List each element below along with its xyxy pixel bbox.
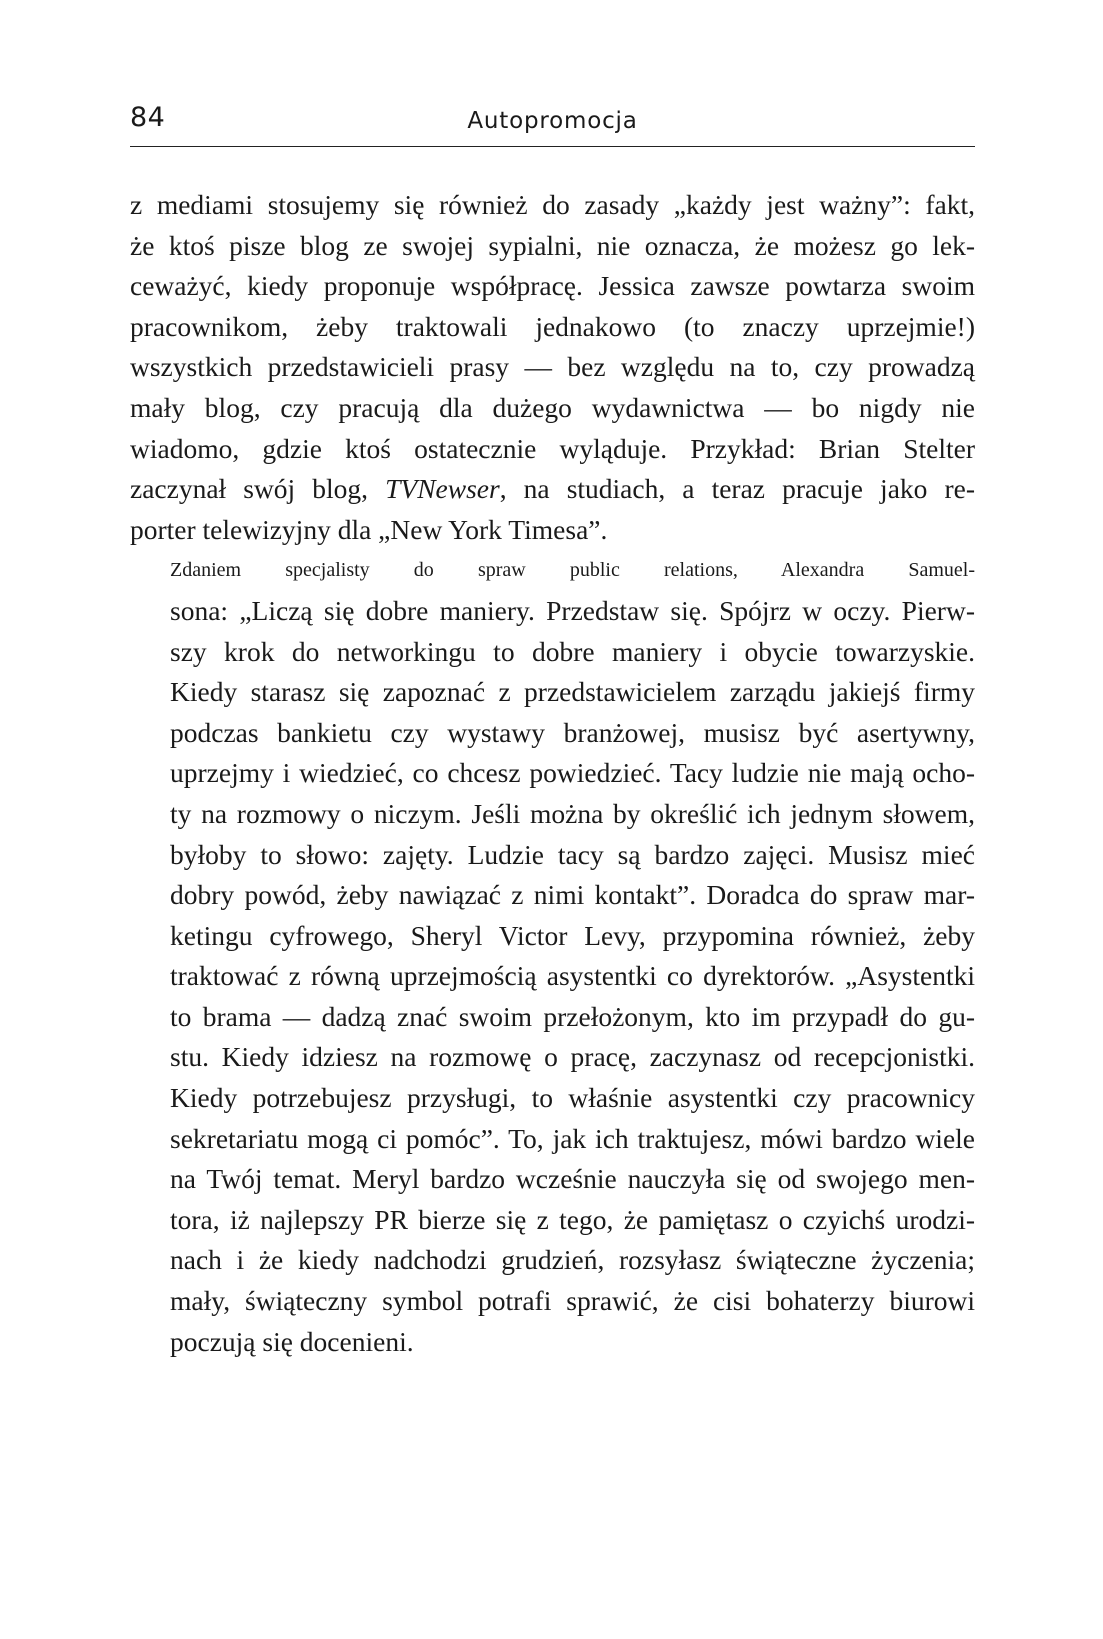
running-title: Autopromocja bbox=[467, 108, 638, 134]
text-line: sekretariatu mogą ci pomóc”. To, jak ich traktujesz, mówi bardzo wiele bbox=[170, 1122, 975, 1154]
text-segment: zaczynał swój blog, bbox=[130, 473, 386, 505]
text-line: pracownikom, żeby traktowali jednakowo (to znaczy uprzejmie!) bbox=[130, 310, 975, 342]
text-line: wiadomo, gdzie ktoś ostatecznie wyląduje. Przykład: Brian Stelter bbox=[130, 432, 975, 464]
text-line: stu. Kiedy idziesz na rozmowę o pracę, zaczynasz od recepcjonistki. bbox=[170, 1041, 975, 1073]
body-text bbox=[130, 185, 975, 1362]
text-line: Zdaniem specjalisty do spraw public relations, Alexandra Samuel- bbox=[170, 559, 975, 582]
text-line: ty na rozmowy o niczym. Jeśli można by określić ich jednym słowem, bbox=[170, 797, 975, 829]
text-line: mały blog, czy pracują dla dużego wydawnictwa — bo nigdy nie bbox=[130, 391, 975, 423]
running-head bbox=[130, 98, 975, 147]
text-line: że ktoś pisze blog ze swojej sypialni, nie oznacza, że możesz go lek- bbox=[130, 229, 975, 261]
paragraph-1 bbox=[130, 185, 975, 550]
text-segment: , na studiach, a teraz pracuje jako re- bbox=[499, 473, 975, 505]
text-line: traktować z równą uprzejmością asystentki co dyrektorów. „Asystentki bbox=[170, 960, 975, 992]
text-line: ketingu cyfrowego, Sheryl Victor Levy, przypomina również, żeby bbox=[170, 919, 975, 951]
paragraph-2 bbox=[130, 550, 975, 1362]
text-line: uprzejmy i wiedzieć, co chcesz powiedzieć. Tacy ludzie nie mają ocho- bbox=[170, 757, 975, 789]
page-number: 84 bbox=[130, 102, 166, 133]
text-line: wszystkich przedstawicieli prasy — bez względu na to, czy prowadzą bbox=[130, 351, 975, 383]
text-line: nach i że kiedy nadchodzi grudzień, rozsyłasz świąteczne życzenia; bbox=[170, 1244, 975, 1276]
text-line: porter telewizyjny dla „New York Timesa”. bbox=[130, 513, 608, 545]
text-line: Kiedy potrzebujesz przysługi, to właśnie asystentki czy pracownicy bbox=[170, 1082, 975, 1114]
text-line: dobry powód, żeby nawiązać z nimi kontakt”. Doradca do spraw mar- bbox=[170, 879, 975, 911]
text-line: poczują się docenieni. bbox=[170, 1325, 414, 1357]
text-line: byłoby to słowo: zajęty. Ludzie tacy są bardzo zajęci. Musisz mieć bbox=[170, 838, 975, 870]
text-line: tora, iż najlepszy PR bierze się z tego, że pamiętasz o czyichś urodzi- bbox=[170, 1203, 975, 1235]
text-line: sona: „Liczą się dobre maniery. Przedstaw się. Spójrz w oczy. Pierw- bbox=[170, 594, 975, 626]
text-line: mały, świąteczny symbol potrafi sprawić, że cisi bohaterzy biurowi bbox=[170, 1285, 975, 1317]
text-line: na Twój temat. Meryl bardzo wcześnie nauczyła się od swojego men- bbox=[170, 1163, 975, 1195]
text-line: Kiedy starasz się zapoznać z przedstawicielem zarządu jakiejś firmy bbox=[170, 676, 975, 708]
text-line: to brama — dadzą znać swoim przełożonym, kto im przypadł do gu- bbox=[170, 1000, 975, 1032]
text-line: podczas bankietu czy wystawy branżowej, musisz być asertywny, bbox=[170, 716, 975, 748]
text-line: szy krok do networkingu to dobre maniery i obycie towarzyskie. bbox=[170, 635, 975, 667]
text-line: z mediami stosujemy się również do zasady „każdy jest ważny”: fakt, bbox=[130, 189, 975, 220]
blog-title: TVNewser bbox=[385, 473, 500, 505]
text-line: ceważyć, kiedy proponuje współpracę. Jessica zawsze powtarza swoim bbox=[130, 270, 975, 302]
text-line bbox=[130, 469, 975, 510]
